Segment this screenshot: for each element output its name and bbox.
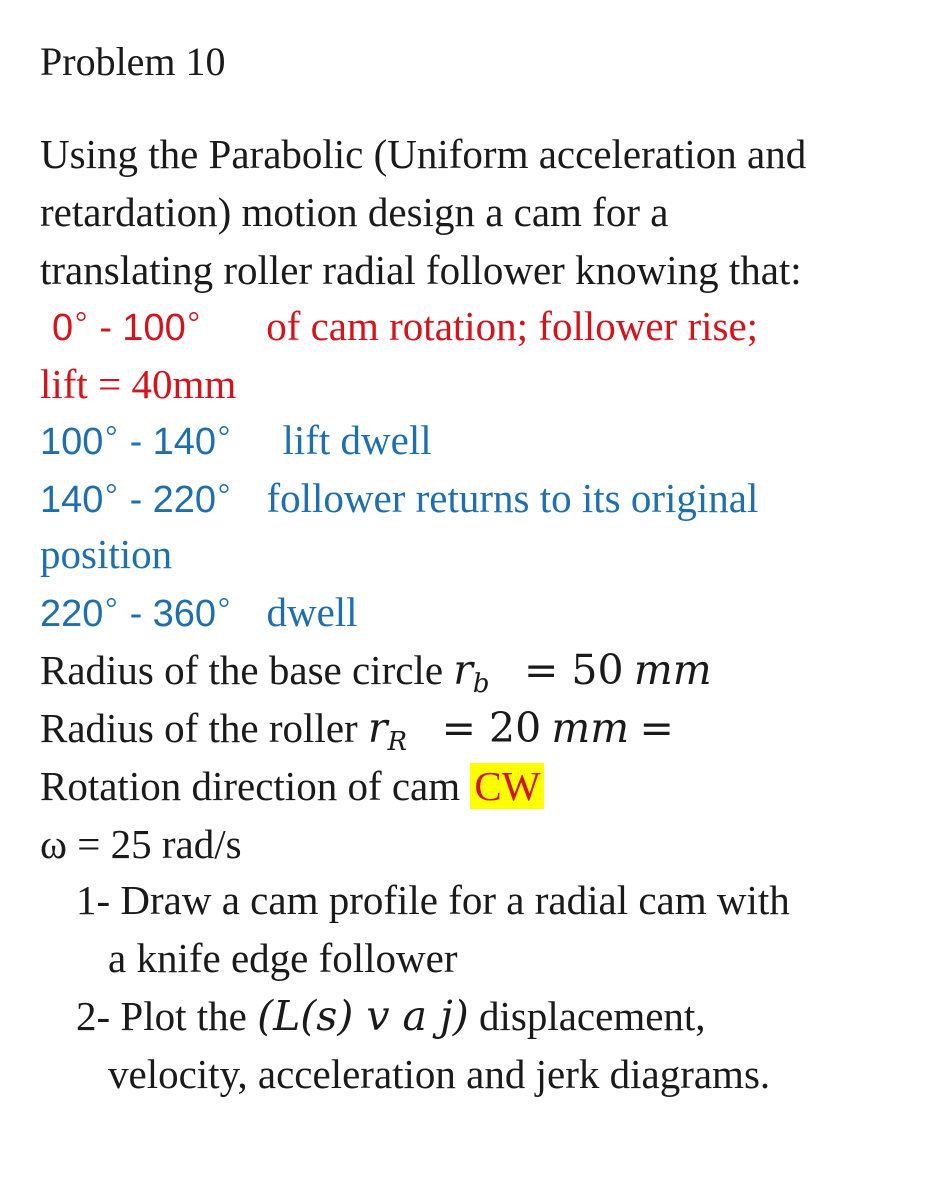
roller-value: = 20 bbox=[441, 704, 542, 752]
segment-dwell-high-start: 100 bbox=[40, 421, 104, 463]
task-2-line-2: velocity, acceleration and jerk diagrams. bbox=[108, 1051, 771, 1097]
segment-rise-lift: lift = 40mm bbox=[40, 361, 237, 407]
segment-return-end: 220 bbox=[152, 479, 216, 521]
base-circle-value: = 50 bbox=[524, 646, 624, 694]
degree-symbol: ° bbox=[105, 478, 118, 511]
range-dash: - bbox=[129, 479, 143, 521]
rotation-value-highlight: CW bbox=[470, 763, 544, 809]
roller-unit: mm bbox=[551, 704, 630, 752]
degree-symbol: ° bbox=[105, 420, 118, 453]
roller-label: Radius of the roller bbox=[40, 705, 358, 751]
degree-symbol: ° bbox=[105, 592, 118, 625]
task-2-prefix: 2- Plot the bbox=[76, 993, 247, 1039]
segment-dwell-low-end: 360 bbox=[152, 593, 216, 635]
segment-rise-end: 100 bbox=[122, 307, 186, 349]
segment-dwell-low-desc: dwell bbox=[266, 589, 358, 635]
segment-dwell-low bbox=[40, 586, 358, 643]
task-2-math: (L(s) v a j) bbox=[257, 992, 469, 1040]
range-dash: - bbox=[129, 593, 143, 635]
rotation-direction bbox=[40, 760, 544, 812]
segment-rise-desc: of cam rotation; follower rise; bbox=[266, 303, 759, 349]
degree-symbol: ° bbox=[187, 306, 200, 339]
task-1-line-2: a knife edge follower bbox=[108, 935, 458, 981]
segment-rise bbox=[52, 300, 758, 357]
task-2-line-1 bbox=[76, 990, 706, 1042]
roller-subscript: R bbox=[387, 727, 408, 757]
segment-return-desc: follower returns to its original bbox=[266, 475, 759, 521]
segment-dwell-high-desc: lift dwell bbox=[282, 417, 432, 463]
intro-line-1: Using the Parabolic (Uniform acceleration and bbox=[40, 131, 807, 177]
roller-radius bbox=[40, 702, 674, 760]
segment-return-start: 140 bbox=[40, 479, 104, 521]
base-circle-radius bbox=[40, 644, 712, 702]
base-circle-label: Radius of the base circle bbox=[40, 647, 444, 693]
range-dash: - bbox=[129, 421, 143, 463]
base-circle-symbol: r bbox=[453, 646, 473, 694]
degree-symbol: ° bbox=[217, 478, 230, 511]
task-2-suffix: displacement, bbox=[479, 993, 706, 1039]
angular-velocity: ω = 25 rad/s bbox=[40, 821, 242, 867]
base-circle-subscript: b bbox=[472, 669, 490, 699]
degree-symbol: ° bbox=[217, 420, 230, 453]
intro-line-2: retardation) motion design a cam for a bbox=[40, 189, 669, 235]
segment-dwell-high-end: 140 bbox=[152, 421, 216, 463]
range-dash: - bbox=[99, 307, 113, 349]
roller-tail: = bbox=[639, 704, 674, 752]
degree-symbol: ° bbox=[217, 592, 230, 625]
degree-symbol: ° bbox=[75, 306, 88, 339]
segment-dwell-low-start: 220 bbox=[40, 593, 104, 635]
segment-rise-start: 0 bbox=[52, 307, 74, 349]
segment-return-desc-2: position bbox=[40, 531, 173, 577]
base-circle-unit: mm bbox=[633, 646, 712, 694]
rotation-label: Rotation direction of cam bbox=[40, 763, 461, 809]
task-1-line-1: 1- Draw a cam profile for a radial cam with bbox=[76, 877, 790, 923]
problem-title: Problem 10 bbox=[40, 39, 226, 84]
segment-return bbox=[40, 472, 758, 529]
segment-dwell-high bbox=[40, 414, 432, 471]
roller-symbol: r bbox=[367, 704, 388, 752]
intro-line-3: translating roller radial follower knowing that: bbox=[40, 247, 802, 293]
